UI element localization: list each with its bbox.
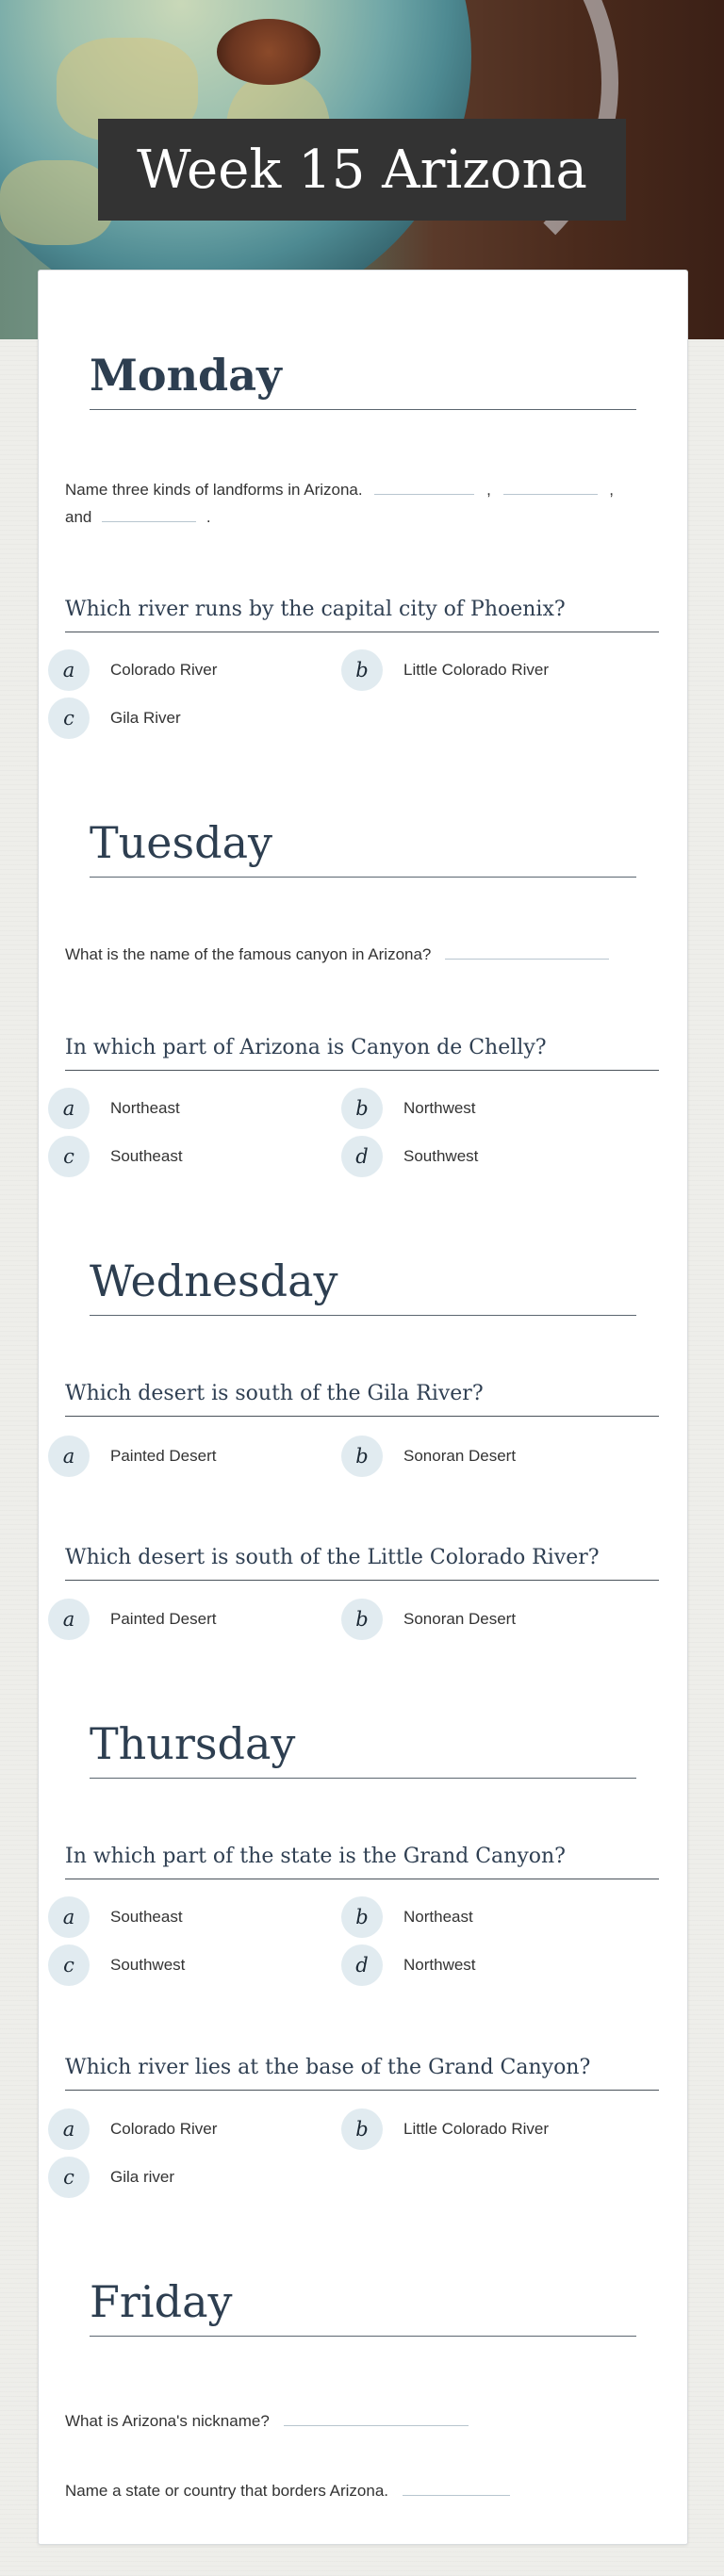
option-label: Little Colorado River — [403, 661, 550, 679]
day-heading-thursday: Thursday — [90, 1719, 636, 1779]
option-label: Southeast — [110, 1147, 183, 1165]
option-label: Sonoran Desert — [403, 1610, 517, 1628]
answer-blank[interactable] — [284, 2412, 469, 2426]
option-a[interactable] — [48, 2108, 217, 2150]
option-letter: a — [48, 1436, 90, 1477]
answer-blank-1[interactable] — [374, 481, 474, 495]
option-letter: a — [48, 1088, 90, 1129]
option-letter: a — [48, 1599, 90, 1640]
option-letter: d — [341, 1944, 383, 1986]
period: . — [206, 508, 211, 526]
question-title-gila-desert: Which desert is south of the Gila River? — [65, 1378, 659, 1417]
option-a[interactable] — [48, 1436, 216, 1477]
option-letter: b — [341, 1088, 383, 1129]
option-label: Colorado River — [110, 2120, 218, 2138]
question-title-canyon-de-chelly: In which part of Arizona is Canyon de Chelly? — [65, 1032, 659, 1071]
option-a[interactable] — [48, 1896, 183, 1938]
option-letter: b — [341, 1896, 383, 1938]
option-label: Painted Desert — [110, 1610, 217, 1628]
option-label: Painted Desert — [110, 1447, 217, 1465]
worksheet-card — [38, 270, 688, 2545]
option-c[interactable] — [48, 2157, 174, 2198]
option-label: Gila river — [110, 2168, 175, 2186]
option-letter: b — [341, 649, 383, 691]
page-title: Week 15 Arizona — [98, 119, 626, 221]
day-heading-tuesday: Tuesday — [90, 818, 636, 878]
option-d[interactable] — [341, 1136, 478, 1177]
option-b[interactable] — [341, 1436, 516, 1477]
answer-blank[interactable] — [403, 2482, 510, 2496]
question-landforms — [65, 476, 659, 531]
option-label: Colorado River — [110, 661, 218, 679]
option-label: Sonoran Desert — [403, 1447, 517, 1465]
option-letter: c — [48, 1136, 90, 1177]
question-famous-canyon — [65, 941, 659, 968]
answer-blank[interactable] — [445, 945, 609, 960]
option-label: Southeast — [110, 1908, 183, 1926]
option-label: Northwest — [403, 1956, 476, 1974]
option-label: Southwest — [403, 1147, 479, 1165]
option-label: Northeast — [110, 1099, 180, 1117]
question-title-phoenix-river: Which river runs by the capital city of Phoenix? — [65, 594, 659, 632]
answer-blank-3[interactable] — [102, 508, 196, 522]
separator: , — [486, 481, 491, 499]
option-label: Northwest — [403, 1099, 476, 1117]
option-letter: c — [48, 697, 90, 739]
question-title-little-colorado-desert: Which desert is south of the Little Colorado River? — [65, 1542, 659, 1581]
option-c[interactable] — [48, 1944, 185, 1986]
option-c[interactable] — [48, 1136, 183, 1177]
option-label: Little Colorado River — [403, 2120, 550, 2138]
option-letter: a — [48, 649, 90, 691]
option-letter: b — [341, 1436, 383, 1477]
option-b[interactable] — [341, 2108, 549, 2150]
option-letter: a — [48, 2108, 90, 2150]
option-label: Northeast — [403, 1908, 473, 1926]
option-c[interactable] — [48, 697, 181, 739]
answer-blank-2[interactable] — [503, 481, 598, 495]
option-b[interactable] — [341, 1088, 476, 1129]
option-b[interactable] — [341, 649, 549, 691]
question-border-state — [65, 2477, 659, 2504]
question-title-grand-canyon-river: Which river lies at the base of the Grand Canyon? — [65, 2052, 659, 2091]
question-title-grand-canyon-part: In which part of the state is the Grand Canyon? — [65, 1841, 659, 1879]
question-text: Name three kinds of landforms in Arizona. — [65, 481, 363, 499]
question-text: What is the name of the famous canyon in Arizona? — [65, 945, 432, 963]
option-d[interactable] — [341, 1944, 476, 1986]
option-letter: a — [48, 1896, 90, 1938]
option-a[interactable] — [48, 649, 217, 691]
option-a[interactable] — [48, 1599, 216, 1640]
question-text: Name a state or country that borders Arizona. — [65, 2482, 389, 2500]
option-b[interactable] — [341, 1896, 473, 1938]
option-b[interactable] — [341, 1599, 516, 1640]
option-label: Gila River — [110, 709, 181, 727]
question-text: What is Arizona's nickname? — [65, 2412, 270, 2430]
option-letter: c — [48, 1944, 90, 1986]
option-letter: c — [48, 2157, 90, 2198]
option-letter: b — [341, 2108, 383, 2150]
question-nickname — [65, 2407, 659, 2435]
option-letter: b — [341, 1599, 383, 1640]
option-a[interactable] — [48, 1088, 180, 1129]
day-heading-monday: Monday — [90, 351, 636, 410]
option-label: Southwest — [110, 1956, 186, 1974]
globe-hub — [217, 19, 321, 85]
option-letter: d — [341, 1136, 383, 1177]
day-heading-wednesday: Wednesday — [90, 1256, 636, 1316]
day-heading-friday: Friday — [90, 2277, 636, 2337]
separator: , — [609, 481, 615, 499]
and-text: and — [65, 508, 92, 526]
